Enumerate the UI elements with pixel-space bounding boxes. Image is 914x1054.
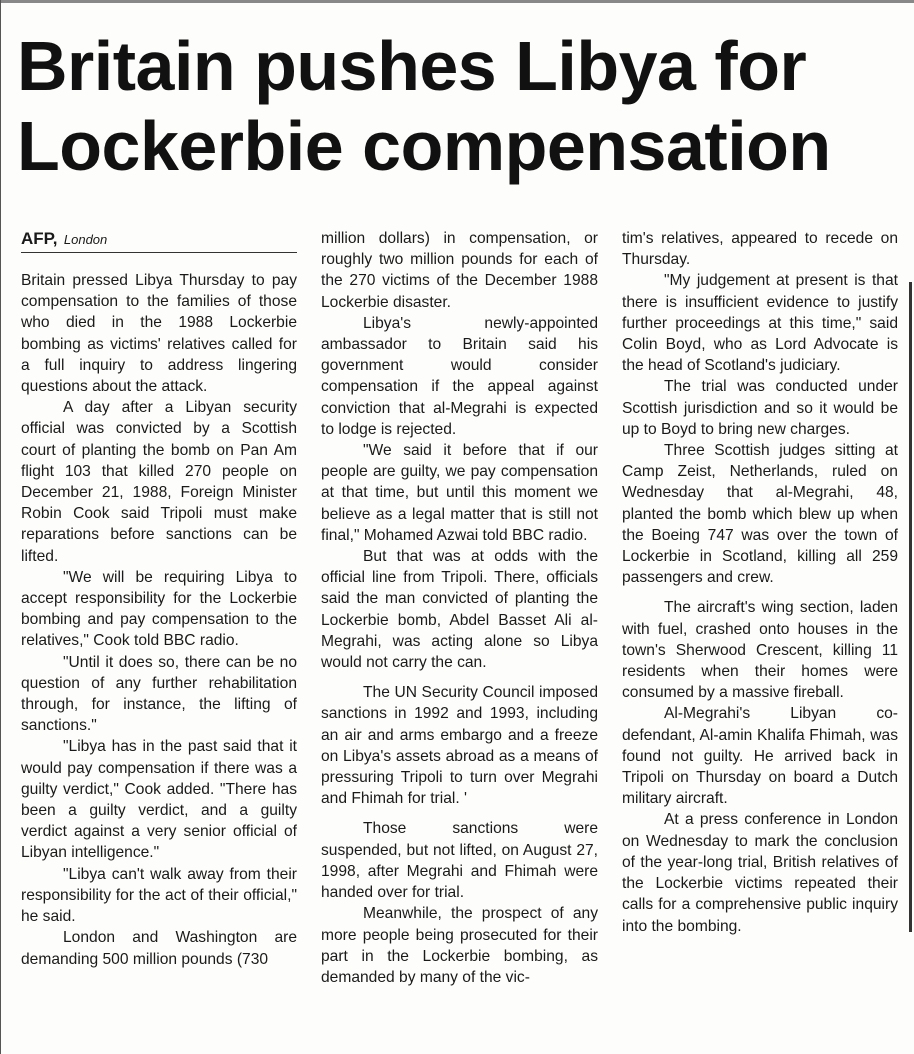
byline-location: London bbox=[63, 232, 108, 247]
paragraph: But that was at odds with the official line from Tripoli. There, officials said the man convicted of planting the Lockerbie bomb, Abdel Basset Ali al-Megrahi, was acting alone so Libya would not carry the can. bbox=[321, 548, 598, 672]
paragraph: The UN Security Council imposed sanctions in 1992 and 1993, including an air and arms embargo and a freeze on Libya's assets abroad as a means of pressuring Tripoli to turn over Megrahi and Fhimah for trial. ' bbox=[321, 684, 598, 808]
headline: Britain pushes Libya for Lockerbie compensation bbox=[17, 27, 831, 185]
paragraph: Meanwhile, the prospect of any more people being prosecuted for their part in the Lockerbie bombing, as demanded by many of the vic- bbox=[321, 905, 598, 986]
article-column-1 bbox=[21, 228, 297, 970]
paragraph: The trial was conducted under Scottish jurisdiction and so it would be up to Boyd to bring new charges. bbox=[622, 378, 898, 438]
paragraph: Those sanctions were suspended, but not lifted, on August 27, 1998, after Megrahi and Fhimah were handed over for trial. bbox=[321, 820, 598, 902]
paragraph: tim's relatives, appeared to recede on Thursday. bbox=[622, 230, 898, 269]
paragraph: Libya's newly-appointed ambassador to Britain said his government would consider compensation if the appeal against conviction that al-Megrahi is expected to lodge is rejected. bbox=[321, 314, 598, 438]
paragraph: "Libya has in the past said that it would pay compensation if there was a guilty verdict," Cook added. "There has been a guilty verdict, and a guilty verdict against a very senior official of Libyan intelligence." bbox=[21, 738, 297, 862]
paragraph: Three Scottish judges sitting at Camp Zeist, Netherlands, ruled on Wednesday that al-Megrahi, 48, planted the bomb which blew up when the Boeing 747 was over the town of Lockerbie in Scotland, killing all 259 passengers and crew. bbox=[622, 442, 898, 587]
article-column-2 bbox=[321, 228, 598, 988]
top-border-rule bbox=[1, 0, 914, 3]
byline bbox=[21, 228, 297, 253]
paragraph: London and Washington are demanding 500 million pounds (730 bbox=[21, 929, 297, 968]
paragraph: million dollars) in compensation, or roughly two million pounds for each of the 270 victims of the December 1988 Lockerbie disaster. bbox=[321, 230, 598, 311]
paragraph: At a press conference in London on Wednesday to mark the conclusion of the year-long trial, British relatives of the Lockerbie victims repeated their calls for a comprehensive public inquiry into the bombing. bbox=[622, 811, 898, 935]
paragraph: "We will be requiring Libya to accept responsibility for the Lockerbie bombing and pay compensation to the relatives," Cook told BBC radio. bbox=[21, 568, 297, 650]
byline-agency: AFP, bbox=[21, 229, 58, 248]
paragraph: "Libya can't walk away from their responsibility for the act of their official," he said. bbox=[21, 865, 297, 926]
paragraph: The aircraft's wing section, laden with fuel, crashed onto houses in the town's Sherwood Crescent, killing 11 residents when their homes were consumed by a massive fireball. bbox=[622, 599, 898, 702]
paragraph: "My judgement at present is that there is insufficient evidence to justify further proceedings at this time," said Colin Boyd, who as Lord Advocate is the head of Scotland's judiciary. bbox=[622, 272, 898, 375]
paragraph: A day after a Libyan security official was convicted by a Scottish court of planting the bomb on Pan Am flight 103 that killed 270 people on December 21, 1988, Foreign Minister Robin Cook said Tripoli must make reparations before sanctions can be lifted. bbox=[21, 399, 297, 565]
right-column-rule bbox=[909, 282, 912, 932]
paragraph: Al-Megrahi's Libyan co-defendant, Al-amin Khalifa Fhimah, was found not guilty. He arrived back in Tripoli on Thursday on board a Dutch military aircraft. bbox=[622, 705, 898, 808]
paragraph: Britain pressed Libya Thursday to pay compensation to the families of those who died in the 1988 Lockerbie bombing as victims' relatives called for a full inquiry to address lingering questions about the attack. bbox=[21, 272, 297, 396]
paragraph: "Until it does so, there can be no question of any further rehabilitation through, for instance, the lifting of sanctions." bbox=[21, 653, 297, 735]
paragraph: "We said it before that if our people are guilty, we pay compensation at that time, but until this moment we believe as a legal matter that is still not final," Mohamed Azwai told BBC radio. bbox=[321, 442, 598, 544]
article-column-3 bbox=[622, 228, 898, 937]
